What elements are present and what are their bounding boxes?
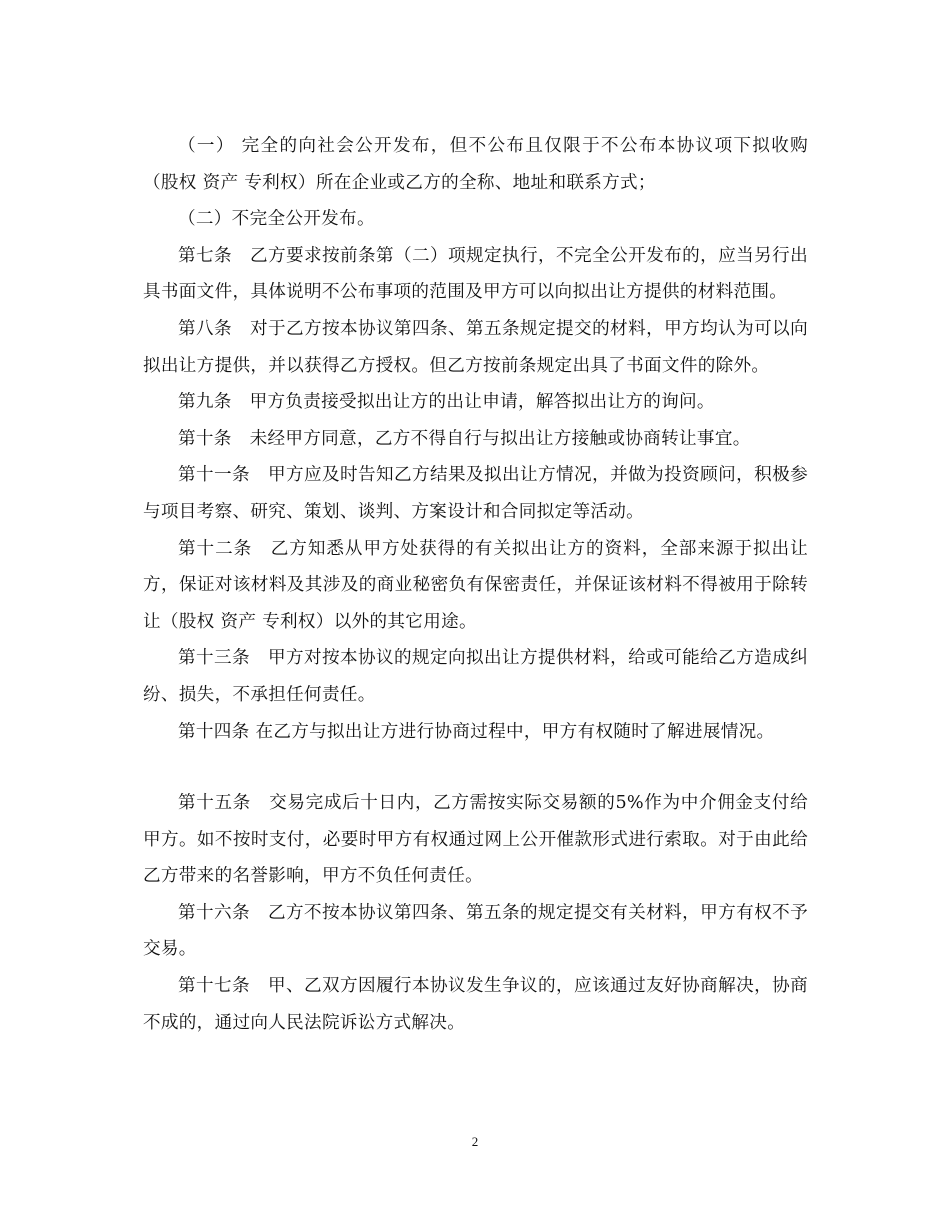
page-number: 2 [471, 1134, 479, 1149]
paragraph-item-2: （二）不完全公开发布。 [178, 209, 375, 230]
article-16: 第十六条 乙方不按本协议第四条、第五条的规定提交有关材料，甲方有权不予交易。 [143, 902, 808, 960]
article-12: 第十二条 乙方知悉从甲方处获得的有关拟出让方的资料，全部来源于拟出让方，保证对该材料及其涉及的商业秘密负有保密责任，并保证该材料不得被用于除转让（股权 资产 专利权）以外的其它用途。 [143, 538, 808, 632]
article-8: 第八条 对于乙方按本协议第四条、第五条规定提交的材料，甲方均认为可以向拟出让方提供，并以获得乙方授权。但乙方按前条规定出具了书面文件的除外。 [143, 318, 808, 376]
article-7: 第七条 乙方要求按前条第（二）项规定执行，不完全公开发布的，应当另行出具书面文件，具体说明不公布事项的范围及甲方可以向拟出让方提供的材料范围。 [143, 245, 808, 303]
document-body [143, 128, 808, 1041]
article-15: 第十五条 交易完成后十日内，乙方需按实际交易额的5%作为中介佣金支付给甲方。如不按时支付，必要时甲方有权通过网上公开催款形式进行索取。对于由此给乙方带来的名誉影响，甲方不负任何责任。 [143, 793, 808, 887]
article-10: 第十条 未经甲方同意，乙方不得自行与拟出让方接触或协商转让事宜。 [178, 428, 751, 449]
article-14: 第十四条 在乙方与拟出让方进行协商过程中，甲方有权随时了解进展情况。 [178, 721, 775, 742]
paragraph-item-1: （一） 完全的向社会公开发布，但不公布且仅限于不公布本协议项下拟收购（股权 资产 专利权）所在企业或乙方的全称、地址和联系方式； [143, 136, 808, 193]
article-11: 第十一条 甲方应及时告知乙方结果及拟出让方情况，并做为投资顾问，积极参与项目考察、研究、策划、谈判、方案设计和合同拟定等活动。 [143, 465, 808, 522]
article-13: 第十三条 甲方对按本协议的规定向拟出让方提供材料，给或可能给乙方造成纠纷、损失，不承担任何责任。 [143, 648, 808, 705]
article-17: 第十七条 甲、乙双方因履行本协议发生争议的，应该通过友好协商解决，协商不成的，通过向人民法院诉讼方式解决。 [143, 976, 808, 1033]
article-9: 第九条 甲方负责接受拟出让方的出让申请，解答拟出让方的询问。 [178, 392, 715, 413]
